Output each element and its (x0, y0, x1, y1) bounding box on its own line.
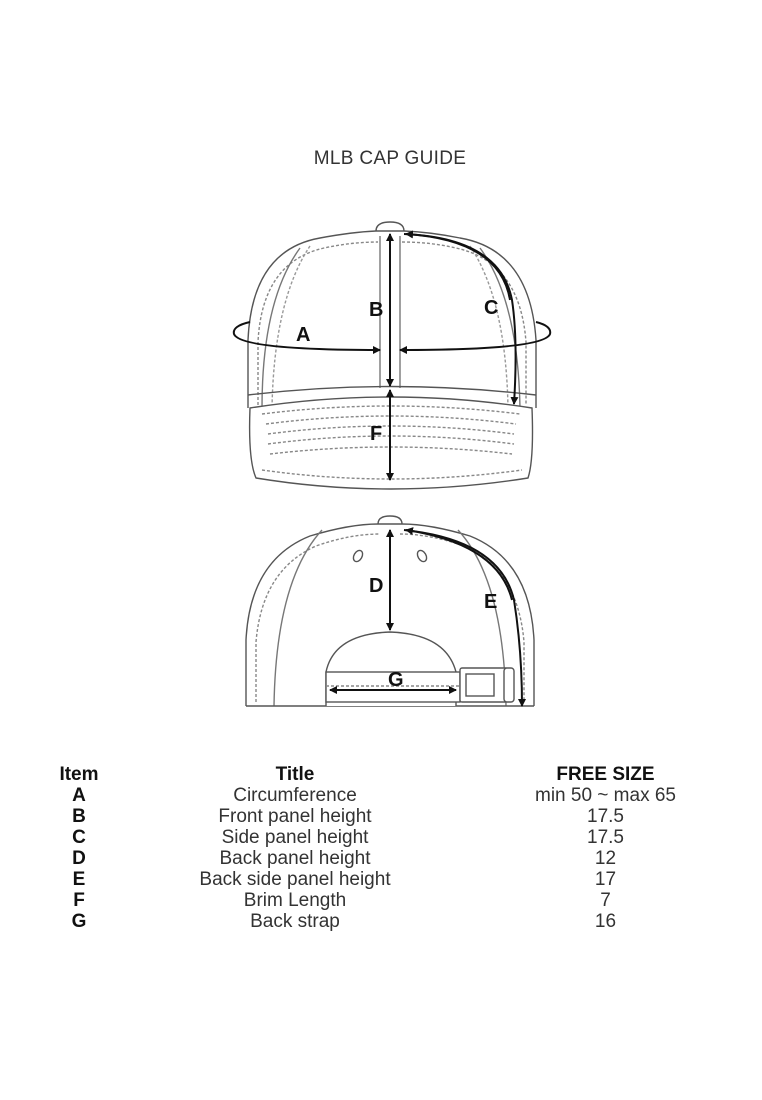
row-title: Back side panel height (199, 869, 391, 890)
table-row (36, 827, 743, 848)
row-item: F (73, 890, 85, 911)
row-item: D (72, 848, 86, 869)
row-item: G (71, 911, 87, 932)
label-a: A (296, 324, 311, 346)
row-title: Back strap (250, 911, 340, 932)
label-c: C (484, 297, 499, 319)
row-item: E (72, 869, 86, 890)
row-title: Side panel height (221, 827, 369, 848)
table-row (36, 869, 743, 890)
table-row (36, 848, 743, 869)
row-title: Brim Length (243, 890, 347, 911)
header-item: Item (59, 764, 99, 785)
size-table (36, 764, 743, 932)
row-size: 12 (594, 848, 617, 869)
row-size: 7 (600, 890, 611, 911)
row-size: 16 (594, 911, 617, 932)
size-table-header (36, 764, 743, 785)
row-title: Circumference (233, 785, 357, 806)
table-row (36, 911, 743, 932)
label-g: G (388, 669, 404, 691)
arrow-c (404, 234, 516, 404)
label-f: F (370, 423, 383, 445)
label-d: D (369, 575, 384, 597)
table-row (36, 785, 743, 806)
table-row (36, 890, 743, 911)
table-row (36, 806, 743, 827)
row-title: Back panel height (219, 848, 371, 869)
row-size: min 50 ~ max 65 (535, 785, 676, 806)
row-size: 17 (594, 869, 617, 890)
guide-title: MLB CAP GUIDE (313, 148, 467, 169)
row-item: C (72, 827, 86, 848)
row-title: Front panel height (218, 806, 372, 827)
header-title: Title (275, 764, 315, 785)
arrow-a-right (400, 322, 550, 350)
row-size: 17.5 (587, 827, 624, 848)
row-size: 17.5 (587, 806, 624, 827)
label-e: E (484, 591, 498, 613)
row-item: B (72, 806, 86, 827)
label-b: B (369, 299, 384, 321)
row-item: A (72, 785, 86, 806)
header-free-size: FREE SIZE (556, 764, 655, 785)
